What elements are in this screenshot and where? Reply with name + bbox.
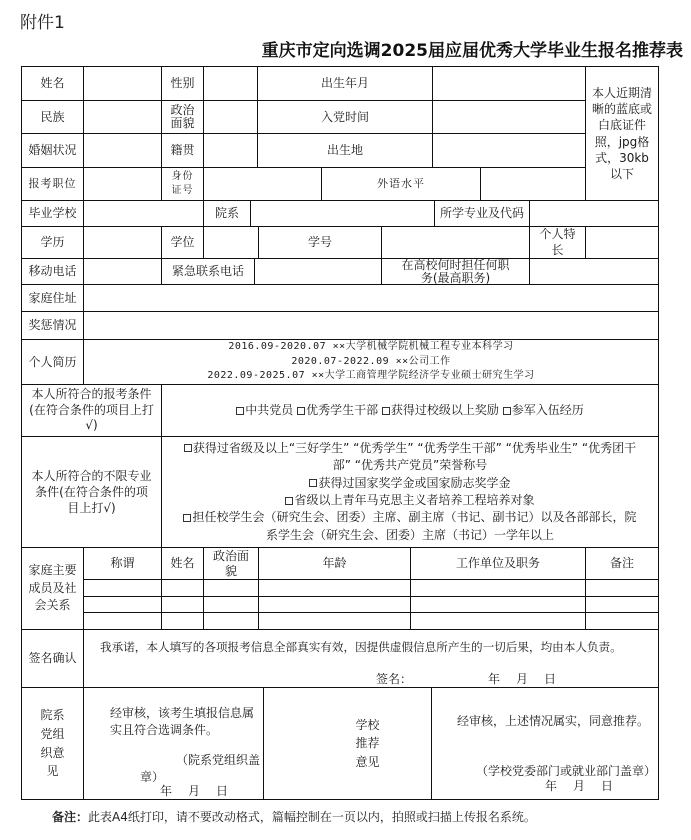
field-gender[interactable] bbox=[203, 66, 258, 101]
label-position-applied: 报考职位 bbox=[21, 167, 84, 201]
label-mobile: 移动电话 bbox=[21, 258, 84, 285]
dept-date: 年 月 日 bbox=[160, 784, 231, 798]
label-campus-position: 在高校何时担任何职务(最高职务) bbox=[381, 258, 530, 285]
label-native-place: 籍贯 bbox=[161, 133, 204, 168]
label-school-opinion-cell bbox=[263, 687, 432, 800]
condition-option[interactable]: 获得过校级以上奖励 bbox=[382, 402, 499, 418]
checkbox-icon[interactable] bbox=[285, 497, 293, 505]
dept-review-text: 经审核，该考生填报信息属实且符合选调条件。 bbox=[110, 706, 255, 738]
label-rewards: 奖惩情况 bbox=[21, 311, 84, 340]
label-resume: 个人简历 bbox=[21, 339, 84, 385]
family-cell[interactable] bbox=[203, 579, 259, 597]
footnote-prefix: 备注： bbox=[52, 810, 89, 824]
label-party-join-time: 入党时间 bbox=[257, 100, 433, 134]
label-birth-month: 出生年月 bbox=[257, 66, 433, 101]
condition-option[interactable]: 参军入伍经历 bbox=[503, 402, 584, 418]
label-dept-opinion: 院系党组织意见 bbox=[21, 687, 84, 800]
unrestricted-conditions-options bbox=[161, 436, 659, 548]
checkbox-icon[interactable] bbox=[184, 444, 192, 452]
signature-label: 签名： bbox=[376, 672, 413, 686]
checkbox-icon[interactable] bbox=[309, 479, 317, 487]
family-header: 工作单位及职务 bbox=[410, 547, 586, 580]
family-cell[interactable] bbox=[410, 596, 586, 613]
pledge-text: 我承诺，本人填写的各项报考信息全部真实有效，因提供虚假信息所产生的一切后果，均由本人负责。 bbox=[100, 640, 622, 654]
school-stamp-text: （学校党委部门或就业部门盖章） bbox=[476, 764, 657, 778]
school-date: 年 月 日 bbox=[545, 779, 616, 793]
label-specialty: 个人特长 bbox=[529, 226, 586, 259]
family-cell[interactable] bbox=[410, 612, 586, 630]
family-cell[interactable] bbox=[585, 612, 659, 630]
footnote-text: 此表A4纸打印，请不要改动格式，篇幅控制在一页以内，拍照或扫描上传报名系统。 bbox=[88, 810, 536, 824]
condition-option[interactable]: 优秀学生干部 bbox=[297, 402, 378, 418]
label-name: 姓名 bbox=[21, 66, 84, 101]
label-school-opinion: 学校推荐意见 bbox=[355, 717, 380, 769]
checkbox-icon[interactable] bbox=[297, 407, 305, 415]
label-marital-status: 婚姻状况 bbox=[21, 133, 84, 168]
field-emergency-phone[interactable] bbox=[254, 258, 382, 285]
checkbox-icon[interactable] bbox=[382, 407, 390, 415]
family-header: 政治面貌 bbox=[203, 547, 259, 580]
family-cell[interactable] bbox=[203, 612, 259, 630]
condition-option[interactable]: 中共党员 bbox=[236, 402, 293, 418]
label-student-id: 学号 bbox=[258, 226, 382, 259]
checkbox-icon[interactable] bbox=[503, 407, 511, 415]
field-name[interactable] bbox=[83, 66, 162, 101]
attachment-label: 附件1 bbox=[20, 13, 65, 33]
unrestricted-option[interactable]: 省级以上青年马克思主义者培养工程培养对象 bbox=[285, 492, 534, 509]
family-cell[interactable] bbox=[83, 579, 162, 597]
label-emergency-phone: 紧急联系电话 bbox=[161, 258, 255, 285]
photo-note: 本人近期清晰的蓝底或白底证件照，jpg格式，30kb以下 bbox=[591, 85, 652, 181]
unrestricted-option[interactable]: 担任校学生会（研究生会、团委）主席、副主席（书记、副书记）以及各部部长，院系学生会（研究生会、团委）主席（书记）一学年以上 bbox=[178, 509, 642, 544]
label-birthplace: 出生地 bbox=[257, 133, 433, 168]
label-political-status: 政治面貌 bbox=[161, 100, 204, 134]
label-ethnicity: 民族 bbox=[21, 100, 84, 134]
field-political-status[interactable] bbox=[203, 100, 258, 134]
field-party-join-time[interactable] bbox=[432, 100, 586, 134]
label-home-address: 家庭住址 bbox=[21, 284, 84, 312]
school-review-text: 经审核，上述情况属实，同意推荐。 bbox=[457, 714, 650, 728]
resume-line: 2022.09-2025.07 ××大学工商管理学院经济学专业硕士研究生学习 bbox=[207, 370, 535, 382]
resume-line: 2020.07-2022.09 ××公司工作 bbox=[291, 355, 451, 367]
field-foreign-language[interactable] bbox=[480, 167, 586, 201]
photo-box[interactable] bbox=[585, 66, 659, 201]
label-id-number: 身份证号 bbox=[161, 167, 204, 201]
label-major-code: 所学专业及代码 bbox=[434, 200, 530, 227]
field-major-code[interactable] bbox=[529, 200, 659, 227]
label-unrestricted-conditions: 本人所符合的不限专业条件(在符合条件的项目上打√) bbox=[21, 436, 162, 548]
family-cell[interactable] bbox=[258, 612, 411, 630]
field-department[interactable] bbox=[250, 200, 435, 227]
unrestricted-option[interactable]: 获得过国家奖学金或国家励志奖学金 bbox=[309, 475, 510, 492]
signature-date: 年 月 日 bbox=[488, 672, 559, 686]
field-student-id[interactable] bbox=[381, 226, 530, 259]
unrestricted-option[interactable]: 获得过省级及以上“三好学生” “优秀学生” “优秀学生干部” “优秀毕业生” “优秀团干部” “优秀共产党员”荣誉称号 bbox=[178, 440, 642, 475]
field-specialty[interactable] bbox=[585, 226, 659, 259]
resume-line: 2016.09-2020.07 ××大学机械学院机械工程专业本科学习 bbox=[228, 341, 514, 353]
label-foreign-language: 外语水平 bbox=[321, 167, 481, 201]
family-cell[interactable] bbox=[203, 596, 259, 613]
family-cell[interactable] bbox=[585, 579, 659, 597]
family-cell[interactable] bbox=[258, 596, 411, 613]
family-header: 备注 bbox=[585, 547, 659, 580]
field-ethnicity[interactable] bbox=[83, 100, 162, 134]
family-cell[interactable] bbox=[161, 612, 204, 630]
label-gender: 性别 bbox=[161, 66, 204, 101]
family-cell[interactable] bbox=[83, 596, 162, 613]
label-conditions: 本人所符合的报考条件(在符合条件的项目上打√) bbox=[21, 384, 162, 437]
family-cell[interactable] bbox=[410, 579, 586, 597]
footnote bbox=[52, 808, 536, 825]
label-department: 院系 bbox=[203, 200, 251, 227]
field-birthplace[interactable] bbox=[432, 133, 586, 168]
field-education[interactable] bbox=[83, 226, 162, 259]
field-position-applied[interactable] bbox=[83, 167, 162, 201]
dept-stamp-text: （院系党组织盖章） bbox=[140, 753, 261, 785]
label-signature-confirm: 签名确认 bbox=[21, 629, 84, 688]
field-marital-status[interactable] bbox=[83, 133, 162, 168]
form-title: 重庆市定向选调2025届应届优秀大学毕业生报名推荐表 bbox=[261, 41, 683, 61]
field-mobile[interactable] bbox=[83, 258, 162, 285]
field-degree[interactable] bbox=[203, 226, 259, 259]
family-cell[interactable] bbox=[258, 579, 411, 597]
conditions-options bbox=[161, 384, 659, 437]
field-resume[interactable] bbox=[83, 339, 659, 385]
family-header: 称谓 bbox=[83, 547, 162, 580]
family-cell[interactable] bbox=[161, 579, 204, 597]
label-graduate-school: 毕业学校 bbox=[21, 200, 84, 227]
field-rewards[interactable] bbox=[83, 311, 659, 340]
family-header: 年龄 bbox=[258, 547, 411, 580]
family-cell[interactable] bbox=[585, 596, 659, 613]
field-graduate-school[interactable] bbox=[83, 200, 204, 227]
field-home-address[interactable] bbox=[83, 284, 659, 312]
family-cell[interactable] bbox=[83, 612, 162, 630]
field-campus-position[interactable] bbox=[529, 258, 659, 285]
family-header: 姓名 bbox=[161, 547, 204, 580]
family-cell[interactable] bbox=[161, 596, 204, 613]
checkbox-icon[interactable] bbox=[183, 514, 191, 522]
label-family: 家庭主要成员及社会关系 bbox=[21, 547, 84, 630]
checkbox-icon[interactable] bbox=[236, 407, 244, 415]
label-degree: 学位 bbox=[161, 226, 204, 259]
field-birth-month[interactable] bbox=[432, 66, 586, 101]
label-education: 学历 bbox=[21, 226, 84, 259]
field-native-place[interactable] bbox=[203, 133, 258, 168]
signature-area[interactable] bbox=[83, 629, 659, 688]
field-id-number[interactable] bbox=[203, 167, 322, 201]
